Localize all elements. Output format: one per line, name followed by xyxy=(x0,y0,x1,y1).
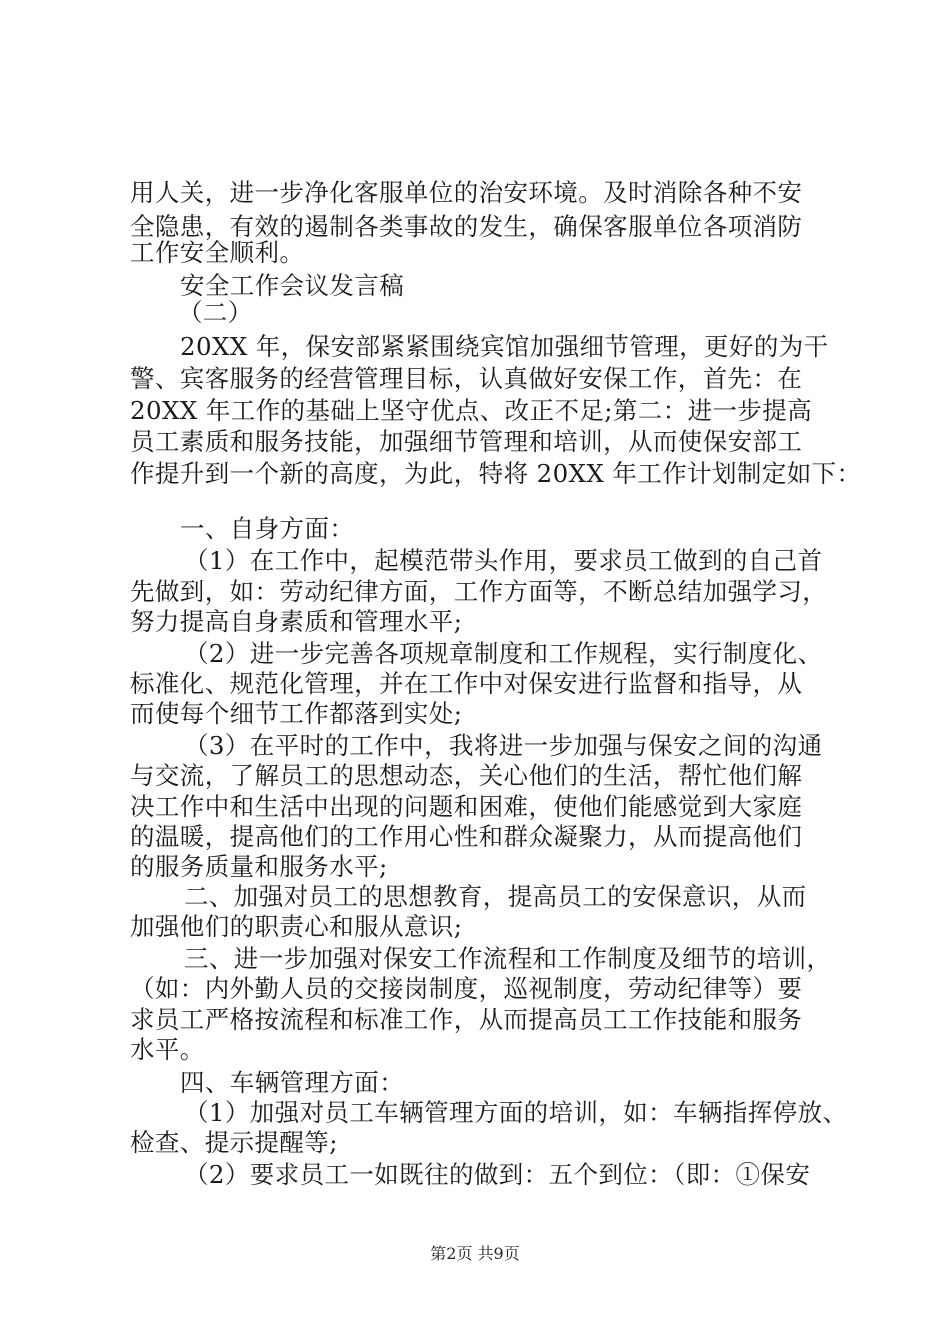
text-line: 先做到，如：劳动纪律方面，工作方面等，不断总结加强学习， xyxy=(130,577,828,606)
text-line: （2）要求员工一如既往的做到：五个到位：（即：①保安 xyxy=(184,1160,811,1189)
heading-vehicles: 四、车辆管理方面： xyxy=(180,1068,405,1097)
text-line: 努力提高自身素质和管理水平; xyxy=(130,607,463,636)
text-line: 与交流，了解员工的思想动态，关心他们的生活，帮忙他们解 xyxy=(130,761,803,790)
text-line: 20XX 年，保安部紧紧围绕宾馆加强细节管理，更好的为干 xyxy=(180,332,829,361)
text-line: 工作安全顺利。 xyxy=(130,238,305,267)
heading-self: 一、自身方面： xyxy=(180,514,355,543)
text-line: 求员工严格按流程和标准工作，从而提高员工工作技能和服务 xyxy=(130,1005,803,1034)
text-line: 的温暖，提高他们的工作用心性和群众凝聚力，从而提高他们 xyxy=(130,822,803,851)
text-line: 水平。 xyxy=(130,1035,205,1064)
heading-education: 二、加强对员工的思想教育，提高员工的安保意识，从而 xyxy=(184,882,807,911)
heading-training: 三、进一步加强对保安工作流程和工作制度及细节的培训， xyxy=(184,944,832,973)
text-line: 员工素质和服务技能，加强细节管理和培训，从而使保安部工 xyxy=(130,427,803,456)
section-subtitle: （二） xyxy=(178,298,253,327)
text-line: 警、宾客服务的经营管理目标，认真做好安保工作，首先：在 xyxy=(130,364,803,393)
text-line: （1）加强对员工车辆管理方面的培训，如：车辆指挥停放、 xyxy=(184,1098,848,1127)
section-title: 安全工作会议发言稿 xyxy=(180,271,405,300)
text-line: （如：内外勤人员的交接岗制度，巡视制度，劳动纪律等）要 xyxy=(130,974,803,1003)
text-line: 的服务质量和服务水平; xyxy=(130,852,388,881)
text-line: 加强他们的职责心和服从意识; xyxy=(130,912,463,941)
text-line: 作提升到一个新的高度，为此，特将 20XX 年工作计划制定如下： xyxy=(130,459,862,488)
text-line: （1）在工作中，起模范带头作用，要求员工做到的自己首 xyxy=(184,546,823,575)
text-line: 标准化、规范化管理，并在工作中对保安进行监督和指导，从 xyxy=(130,669,803,698)
text-line: （2）进一步完善各项规章制度和工作规程，实行制度化、 xyxy=(184,639,823,668)
text-line: 20XX 年工作的基础上坚守优点、改正不足;第二：进一步提高 xyxy=(130,396,813,425)
text-line: 全隐患，有效的遏制各类事故的发生，确保客服单位各项消防 xyxy=(130,212,803,241)
text-line: 决工作中和生活中出现的问题和困难，使他们能感觉到大家庭 xyxy=(130,792,803,821)
text-line: 检查、提示提醒等; xyxy=(130,1128,338,1157)
text-line: 而使每个细节工作都落到实处; xyxy=(130,699,463,728)
text-line: 用人关，进一步净化客服单位的治安环境。及时消除各种不安 xyxy=(130,178,803,207)
page-number-footer: 第2页 共9页 xyxy=(430,1244,520,1263)
text-line: （3）在平时的工作中，我将进一步加强与保安之间的沟通 xyxy=(184,731,823,760)
